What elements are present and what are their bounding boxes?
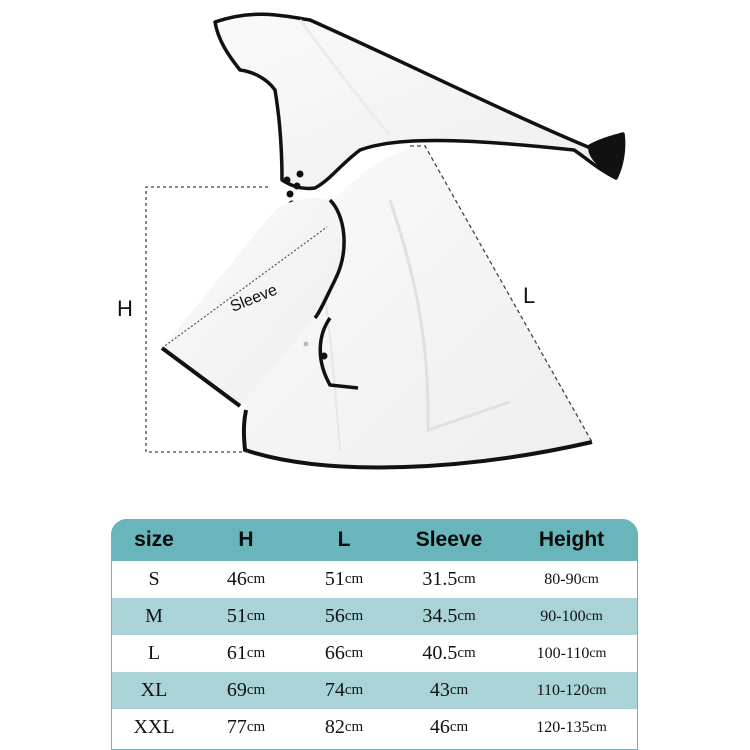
cell-l: 56 cm: [324, 605, 364, 627]
table-row: [111, 561, 638, 598]
header-h: H: [238, 528, 254, 551]
drawstring-toggle: [588, 134, 624, 178]
size-chart-table: [111, 519, 638, 750]
table-row: [111, 635, 638, 672]
table-row: [111, 672, 638, 709]
cell-l: 66 cm: [324, 642, 364, 664]
cell-size: L: [147, 642, 161, 664]
table-row: [111, 709, 638, 746]
cell-h: 77 cm: [226, 716, 266, 738]
table-row: [111, 598, 638, 635]
cell-sleeve: 46 cm: [429, 716, 469, 738]
cell-sleeve: 40.5 cm: [422, 642, 476, 664]
l-dimension-label: L: [523, 283, 536, 308]
cell-h: 69 cm: [226, 679, 266, 701]
cell-height: 80-90 cm: [544, 570, 599, 588]
header-l: L: [337, 528, 351, 551]
cell-height: 100-110 cm: [536, 644, 607, 662]
cell-sleeve: 34.5 cm: [422, 605, 476, 627]
header-height: Height: [538, 528, 605, 551]
cell-height: 120-135 cm: [536, 718, 607, 736]
sleeve-dimension-label: Sleeve: [228, 281, 280, 316]
cell-size: XL: [140, 679, 168, 701]
h-dimension-label: H: [117, 296, 133, 321]
cell-height: 90-100 cm: [540, 607, 603, 625]
cell-size: XXL: [133, 716, 175, 738]
cell-sleeve: 31.5 cm: [422, 568, 476, 590]
cell-h: 61 cm: [226, 642, 266, 664]
cell-h: 51 cm: [226, 605, 266, 627]
cell-sleeve: 43 cm: [429, 679, 469, 701]
cell-size: M: [145, 605, 163, 627]
cell-l: 74 cm: [324, 679, 364, 701]
cell-height: 110-120 cm: [536, 681, 607, 699]
header-size: size: [134, 528, 174, 551]
table-header-row: [111, 519, 638, 561]
cell-l: 51 cm: [324, 568, 364, 590]
cell-size: S: [148, 568, 160, 590]
cell-h: 46 cm: [226, 568, 266, 590]
cell-l: 82 cm: [324, 716, 364, 738]
header-sleeve: Sleeve: [415, 528, 483, 551]
